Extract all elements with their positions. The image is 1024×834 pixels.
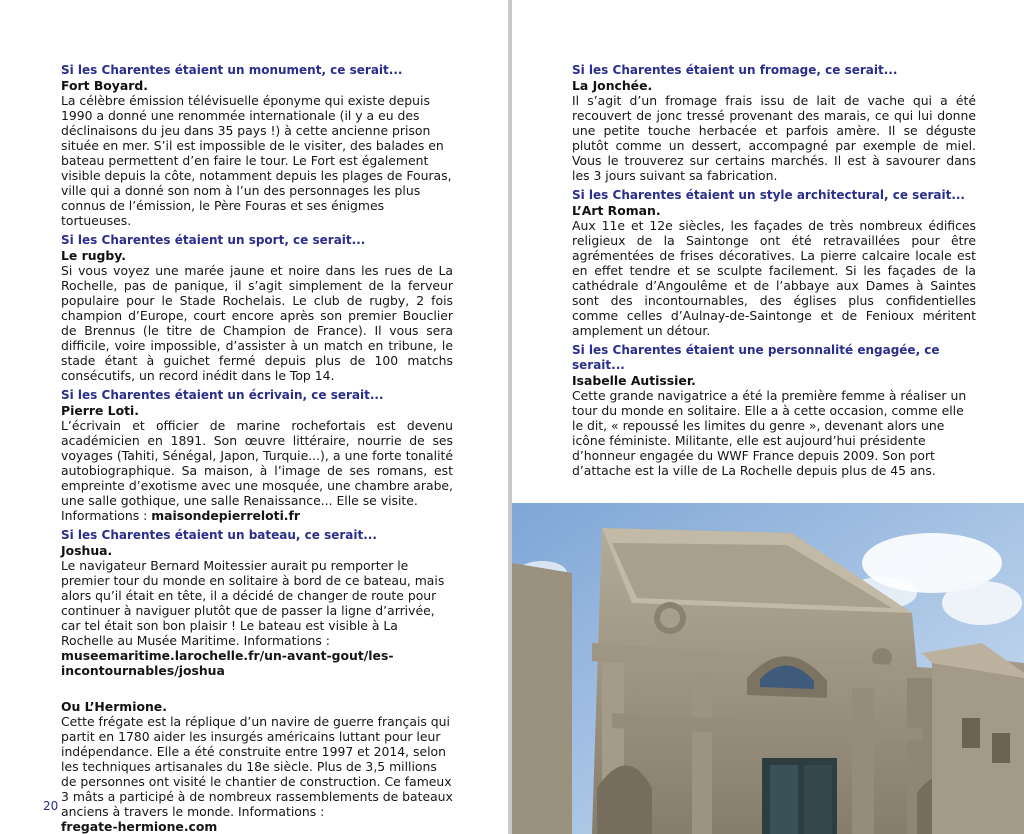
section-heading: Si les Charentes étaient un monument, ce serait... bbox=[61, 63, 403, 77]
section-body: Cette grande navigatrice a été la première femme à réaliser un tour du monde en solitaire. Elle a à cette occasion, comme elle le dit, « repoussé les limites du genre », devenant alors une icône féministe. Militante, elle est aujourd’hui présidente d’honneur engagée du WWF France depuis 2009. Son port d’attache est la ville de La Rochelle depuis plus de 45 ans. bbox=[572, 388, 967, 478]
section-body bbox=[61, 558, 453, 678]
section-subject: Le rugby. bbox=[61, 248, 126, 263]
body-text: Le navigateur Bernard Moitessier aurait pu remporter le premier tour du monde en solitaire à bord de ce bateau, mais alors qu’il était en tête, il a décidé de changer de route pour continuer à naviguer plutôt que de passer la ligne d’arrivée, car tel était son bon plaisir ! Le bateau est visible à La Rochelle au Musée Maritime. bbox=[61, 558, 445, 648]
right-text-column bbox=[572, 63, 976, 483]
section-subject: Isabelle Autissier. bbox=[572, 373, 696, 388]
section-body: Si vous voyez une marée jaune et noire dans les rues de La Rochelle, pas de panique, il s’agit simplement de la ferveur populaire pour le Stade Rochelais. Le club de rugby, 2 fois champion d’Europe, court encore après son premier Bouclier de Brennus (le titre de Champion de France). Il vous sera difficile, voire impossible, d’assister à un match en tribune, le stade étant à guichet fermé depuis plus de 100 matchs consécutifs, un record inédit dans le Top 14. bbox=[61, 263, 453, 383]
info-link[interactable]: museemaritime.larochelle.fr/un-avant-gout/les-incontournables/joshua bbox=[61, 648, 394, 678]
info-link[interactable]: maisondepierreloti.fr bbox=[151, 508, 301, 523]
section-subject: L’Art Roman. bbox=[572, 203, 661, 218]
section-personality bbox=[572, 343, 976, 478]
page-number: 20 bbox=[43, 799, 59, 813]
section-hermione bbox=[61, 699, 453, 834]
section-body: L’écrivain et officier de marine rochefortais est devenu académicien en 1891. Son œuvre littéraire, nourrie de ses voyages (Tahiti, Sénégal, Japon, Turquie...), a une forte tonalité autobiographique. Sa maison, à l’image de ses romans, est empreinte d’exotisme avec une mosquée, une chambre arabe, une salle gothique, une salle Renaissance... Elle se visite. bbox=[61, 418, 453, 508]
right-page bbox=[512, 0, 1024, 834]
spacer bbox=[61, 683, 453, 699]
section-body: La célèbre émission télévisuelle éponyme qui existe depuis 1990 a donné une renommée internationale (il y a eu des déclinaisons du jeu dans 35 pays !) à cette ancienne prison située en mer. S’il est impossible de le visiter, des balades en bateau permettent d’en faire le tour. Le Fort est également visible depuis la côte, notamment depuis les plages de Fouras, ville qui a donné son nom à l’un des personnages les plus connus de l’émission, le Père Fouras et ses énigmes tortueuses. bbox=[61, 93, 452, 228]
section-boat bbox=[61, 528, 453, 678]
section-subject: Ou L’Hermione. bbox=[61, 699, 167, 714]
info-line bbox=[61, 508, 453, 523]
church-facade-photo bbox=[512, 503, 1024, 834]
section-subject: Pierre Loti. bbox=[61, 403, 139, 418]
section-body: Il s’agit d’un fromage frais issu de lait de vache qui a été recouvert de jonc tressé provenant des marais, ce qui lui donne une petite touche herbacée et parfois amère. Il se déguste plutôt comme un dessert, accompagné par exemple de miel. Vous le trouverez sur certains marchés. Il est à savourer dans les 3 jours suivant sa fabrication. bbox=[572, 93, 976, 183]
info-link[interactable]: fregate-hermione.com bbox=[61, 819, 218, 834]
left-page bbox=[0, 0, 508, 834]
section-sport bbox=[61, 233, 453, 383]
section-heading: Si les Charentes étaient une personnalité engagée, ce serait... bbox=[572, 343, 940, 372]
section-writer bbox=[61, 388, 453, 523]
left-text-column bbox=[61, 63, 453, 834]
section-body bbox=[61, 714, 453, 819]
info-label: Informations : bbox=[237, 804, 325, 819]
section-subject: Joshua. bbox=[61, 543, 113, 558]
body-text: Cette frégate est la réplique d’un navire de guerre français qui partit en 1780 aider les insurgés américains luttant pour leur indépendance. Elle a été construite entre 1997 et 2014, selon les techniques artisanales du 18e siècle. Plus de 3,5 millions de personnes ont visité le chantier de construction. Ce fameux 3 mâts a participé à de nombreux rassemblements de bateaux anciens à travers le monde. bbox=[61, 714, 453, 819]
section-heading: Si les Charentes étaient un fromage, ce serait... bbox=[572, 63, 898, 77]
section-heading: Si les Charentes étaient un bateau, ce serait... bbox=[61, 528, 377, 542]
section-heading: Si les Charentes étaient un écrivain, ce serait... bbox=[61, 388, 384, 402]
section-cheese bbox=[572, 63, 976, 183]
section-body: Aux 11e et 12e siècles, les façades de très nombreux édifices religieux de la Saintonge ont été retravaillées pour être agrémentées de frises décoratives. La pierre calcaire locale est en effet tendre et se sculpte facilement. Si les façades de la cathédrale d’Angoulême et de l’abbaye aux Dames à Saintes sont des incontournables, des églises plus confidentielles comme celles d’Aulnay-de-Saintonge et de Fenioux méritent amplement un détour. bbox=[572, 218, 976, 338]
info-label: Informations : bbox=[61, 508, 152, 523]
info-label: Informations : bbox=[243, 633, 330, 648]
section-architecture bbox=[572, 188, 976, 338]
section-heading: Si les Charentes étaient un sport, ce serait... bbox=[61, 233, 366, 247]
section-monument bbox=[61, 63, 453, 228]
section-heading: Si les Charentes étaient un style architectural, ce serait... bbox=[572, 188, 965, 202]
section-subject: Fort Boyard. bbox=[61, 78, 148, 93]
section-subject: La Jonchée. bbox=[572, 78, 653, 93]
